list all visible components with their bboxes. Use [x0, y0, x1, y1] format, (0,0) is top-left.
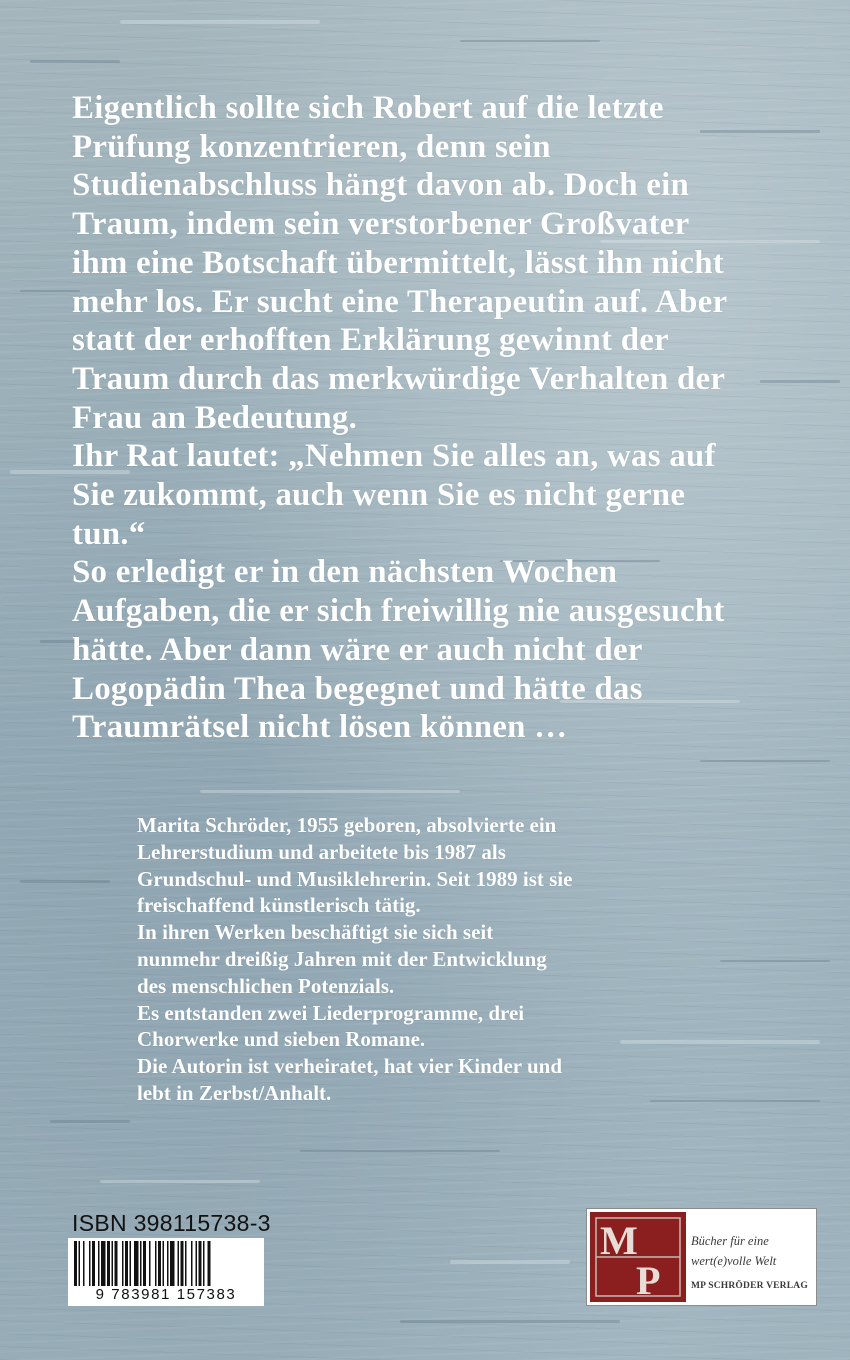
barcode-bar	[83, 1241, 85, 1287]
publisher-name: MP SCHRÖDER VERLAG	[691, 1281, 808, 1291]
blurb-line: Traumrätsel nicht lösen können …	[72, 709, 568, 746]
bio-line: Chorwerke und sieben Romane.	[137, 1027, 426, 1052]
barcode-bar	[143, 1241, 146, 1287]
blurb-line: So erledigt er in den nächsten Wochen	[72, 554, 618, 591]
blurb-line: Frau an Bedeutung.	[72, 399, 358, 436]
barcode-bar	[185, 1241, 187, 1287]
blurb-line: Sie zukommt, auch wenn Sie es nicht gerne	[72, 477, 686, 514]
isbn-label: ISBN 398115738-3	[72, 1210, 271, 1236]
blurb-line: ihm eine Botschaft übermittelt, lässt ihn nicht	[72, 244, 724, 281]
blurb-line: Prüfung konzentrieren, denn sein	[72, 128, 551, 165]
bio-line: nunmehr dreißig Jahren mit der Entwicklung	[137, 946, 547, 971]
bio-line: freischaffend künstlerisch tätig.	[137, 893, 421, 918]
barcode-bar	[115, 1241, 118, 1287]
barcode-bars	[74, 1241, 258, 1287]
blurb-line: Ihr Rat lautet: „Nehmen Sie alles an, was auf	[72, 438, 716, 475]
barcode-bar	[130, 1241, 132, 1287]
bio-line: lebt in Zerbst/Anhalt.	[137, 1080, 332, 1105]
svg-text:P: P	[636, 1258, 661, 1302]
barcode-bar	[167, 1241, 169, 1287]
barcode-bar	[74, 1241, 77, 1287]
bio-line: Lehrerstudium und arbeitete bis 1987 als	[137, 839, 506, 864]
bio-line: des menschlichen Potenzials.	[137, 973, 395, 998]
blurb-text	[72, 89, 772, 747]
barcode-bar	[107, 1241, 110, 1287]
blurb-line: mehr los. Er sucht eine Therapeutin auf. Aber	[72, 283, 728, 320]
bio-line-text: Marita Schröder, 1955 geboren, absolvierte ein	[137, 813, 557, 837]
bio-line: Die Autorin ist verheiratet, hat vier Kinder und	[137, 1054, 563, 1079]
barcode-bar	[149, 1241, 151, 1287]
tagline-line-1: Bücher für eine	[691, 1234, 769, 1248]
blurb-line: Studienabschluss hängt davon ab. Doch ein	[72, 167, 690, 204]
svg-text:M: M	[600, 1218, 638, 1263]
blurb-line: Traum, indem sein verstorbener Großvater	[72, 206, 690, 243]
publisher-tagline	[691, 1231, 813, 1271]
barcode	[68, 1238, 264, 1306]
barcode-bar	[199, 1241, 202, 1287]
barcode-bar	[191, 1241, 193, 1287]
blurb-line: Eigentlich sollte sich Robert auf die letzte	[72, 90, 664, 126]
barcode-bar	[92, 1241, 95, 1287]
barcode-bar	[196, 1241, 198, 1287]
barcode-bar	[158, 1241, 161, 1287]
barcode-bar	[170, 1241, 175, 1287]
blurb-line: Aufgaben, die er sich freiwillig nie ausgesucht	[72, 593, 725, 630]
barcode-bar	[79, 1241, 81, 1287]
tagline-line-2: wert(e)volle Welt	[691, 1254, 777, 1268]
bio-line: In ihren Werken beschäftigt sie sich seit	[137, 920, 494, 945]
barcode-bar	[112, 1241, 114, 1287]
blurb-line: statt der erhofften Erklärung gewinnt der	[72, 322, 669, 359]
author-bio	[137, 812, 685, 1107]
barcode-bar	[101, 1241, 106, 1287]
barcode-bar	[181, 1241, 184, 1287]
barcode-bar	[163, 1241, 165, 1287]
barcode-bar	[89, 1241, 91, 1287]
publisher-logo	[586, 1208, 817, 1306]
bio-line: Grundschul- und Musiklehrerin. Seit 1989 ist sie	[137, 866, 573, 891]
mp-logo-icon	[590, 1212, 686, 1302]
barcode-digits: 9 783981 157383	[68, 1286, 264, 1303]
blurb-line: hätte. Aber dann wäre er auch nicht der	[72, 631, 643, 668]
barcode-bar	[208, 1241, 211, 1287]
bio-line: Es entstanden zwei Liederprogramme, drei	[137, 1000, 525, 1025]
barcode-bar	[203, 1241, 205, 1287]
barcode-bar	[98, 1241, 100, 1287]
barcode-bar	[134, 1241, 139, 1287]
blurb-line: tun.“	[72, 515, 146, 552]
bio-line	[137, 812, 685, 839]
barcode-bar	[155, 1241, 157, 1287]
barcode-bar	[140, 1241, 142, 1287]
barcode-bar	[178, 1241, 180, 1287]
blurb-line: Logopädin Thea begegnet und hätte das	[72, 670, 643, 707]
barcode-bar	[122, 1241, 124, 1287]
blurb-line: Traum durch das merkwürdige Verhalten der	[72, 360, 726, 397]
barcode-bar	[125, 1241, 128, 1287]
